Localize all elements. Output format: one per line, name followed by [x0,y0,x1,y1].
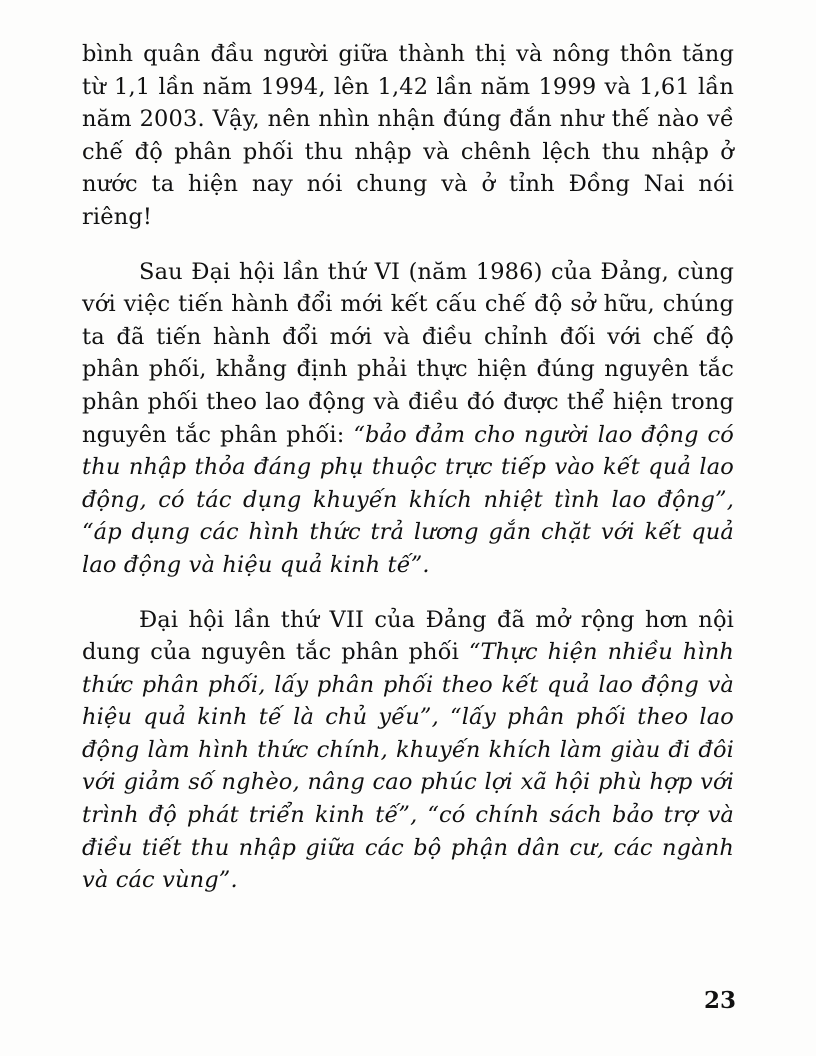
paragraph-3-quote: “Thực hiện nhiều hình thức phân phối, lấy phân phối theo kết quả lao động và hiệu quả kinh tế là chủ yếu”, “lấy phân phối theo lao động làm hình thức chính, khuyến khích làm giàu đi đôi với giảm số nghèo, nâng cao phúc lợi xã hội phù hợp với trình độ phát triển kinh tế”, “có chính sách bảo trợ và điều tiết thu nhập giữa các bộ phận dân cư, các ngành và các vùng”. [82,639,734,894]
paragraph-2 [82,256,734,582]
paragraph-1 [82,38,734,234]
paragraph-3 [82,604,734,897]
page-number: 23 [703,987,736,1014]
paragraph-1-text: bình quân đầu người giữa thành thị và nông thôn tăng từ 1,1 lần năm 1994, lên 1,42 lần năm 1999 và 1,61 lần năm 2003. Vậy, nên nhìn nhận đúng đắn như thế nào về chế độ phân phối thu nhập và chênh lệch thu nhập ở nước ta hiện nay nói chung và ở tỉnh Đồng Nai nói riêng! [82,41,734,230]
body-text [82,38,734,919]
paragraph-2-quote: “bảo đảm cho người lao động có thu nhập thỏa đáng phụ thuộc trực tiếp vào kết quả lao động, có tác dụng khuyến khích nhiệt tình lao động”, “áp dụng các hình thức trả lương gắn chặt với kết quả lao động và hiệu quả kinh tế”. [82,421,734,578]
paragraph-3-text: Đại hội lần thứ VII của Đảng đã mở rộng hơn nội dung của nguyên tắc phân phối [82,606,734,666]
paragraph-2-text: Sau Đại hội lần thứ VI (năm 1986) của Đảng, cùng với việc tiến hành đổi mới kết cấu chế độ sở hữu, chúng ta đã tiến hành đổi mới và điều chỉnh đối với chế độ phân phối, khẳng định phải thực hiện đúng nguyên tắc phân phối theo lao động và điều đó được thể hiện trong nguyên tắc phân phối: [82,258,734,448]
